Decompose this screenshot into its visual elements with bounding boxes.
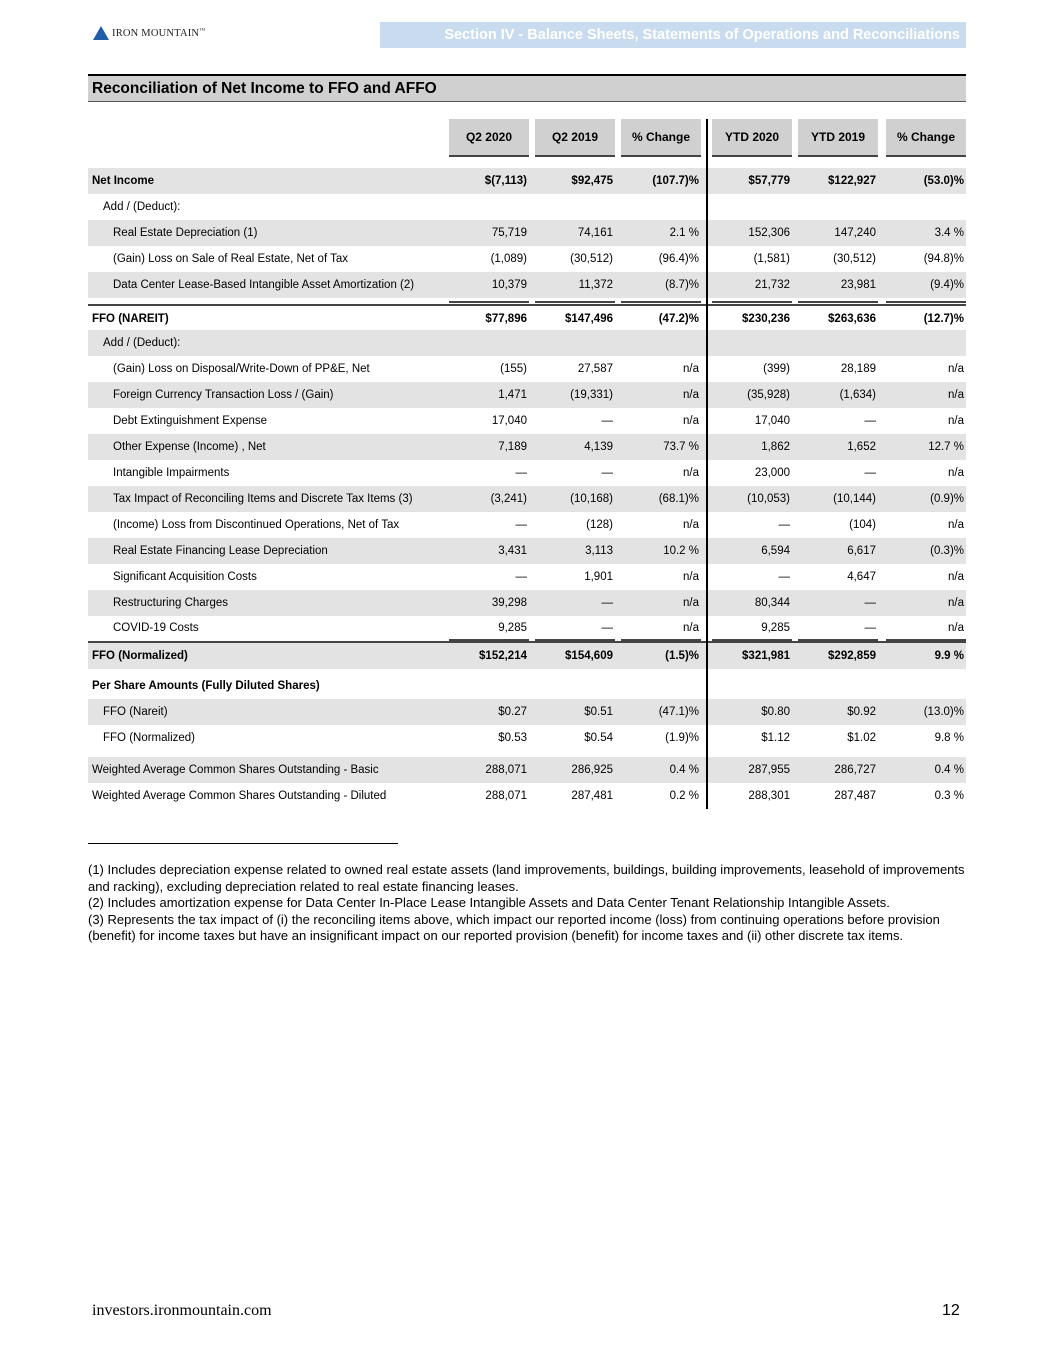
row-value: 9,285 [761, 622, 790, 634]
row-value: 11,372 [578, 279, 613, 291]
row-label: Weighted Average Common Shares Outstanding - Basic [92, 764, 379, 776]
table-row [88, 590, 966, 616]
logo-text: IRON MOUNTAIN™ [112, 27, 206, 39]
row-value: — [601, 415, 613, 427]
table-row [88, 408, 966, 434]
row-value: — [515, 519, 527, 531]
table-row [88, 304, 966, 332]
row-value: 287,487 [834, 790, 876, 802]
row-value: (1,581) [753, 253, 790, 265]
row-value: (30,512) [570, 253, 613, 265]
row-value: $154,609 [565, 650, 613, 662]
row-label: COVID-19 Costs [113, 622, 199, 634]
column-header: YTD 2019 [798, 119, 878, 157]
row-value: (47.1)% [658, 706, 699, 718]
row-value: n/a [948, 467, 964, 479]
row-value [886, 194, 964, 220]
row-value: (12.7)% [923, 313, 964, 325]
row-value: 0.4 % [934, 764, 964, 776]
column-header: YTD 2020 [712, 119, 792, 157]
row-value: (68.1)% [658, 493, 699, 505]
row-value: 0.2 % [669, 790, 699, 802]
row-value [449, 330, 527, 356]
row-value: 288,071 [485, 764, 527, 776]
row-value: (128) [586, 519, 613, 531]
footnote-divider [88, 843, 398, 844]
row-value: $1.12 [761, 732, 790, 744]
table-row [88, 757, 966, 783]
row-value: $0.92 [847, 706, 876, 718]
row-value: 39,298 [491, 597, 527, 609]
row-label: FFO (NAREIT) [92, 313, 169, 325]
page-title: Reconciliation of Net Income to FFO and AFFO [88, 74, 966, 102]
row-value: $321,981 [742, 650, 790, 662]
total-rule [535, 301, 615, 303]
row-value: (10,053) [747, 493, 790, 505]
row-value: (13.0)% [923, 706, 964, 718]
mountain-icon [93, 26, 109, 40]
row-value: $1.02 [847, 732, 876, 744]
row-value: $230,236 [742, 313, 790, 325]
row-label: Intangible Impairments [113, 467, 230, 479]
total-rule [449, 639, 529, 641]
row-value: n/a [948, 622, 964, 634]
row-value: 147,240 [834, 227, 876, 239]
row-value: n/a [683, 415, 699, 427]
row-value: $152,214 [479, 650, 527, 662]
row-value: 17,040 [491, 415, 527, 427]
row-value: — [601, 622, 613, 634]
row-label: Real Estate Depreciation (1) [113, 227, 258, 239]
row-value: — [864, 415, 876, 427]
column-header: % Change [621, 119, 701, 157]
row-label: Other Expense (Income) , Net [113, 441, 266, 453]
row-value: 287,955 [748, 764, 790, 776]
table-row [88, 641, 966, 669]
row-label: Debt Extinguishment Expense [113, 415, 268, 427]
row-value: n/a [948, 571, 964, 583]
row-value: 23,981 [840, 279, 876, 291]
row-value: (19,331) [570, 389, 613, 401]
table-row [88, 699, 966, 725]
row-label: Significant Acquisition Costs [113, 571, 257, 583]
row-label: FFO (Normalized) [103, 732, 196, 744]
row-value: 1,901 [584, 571, 613, 583]
row-value [449, 194, 527, 220]
row-value: 23,000 [754, 467, 790, 479]
row-value: (10,144) [833, 493, 876, 505]
row-value: $(7,113) [484, 175, 527, 187]
row-label: (Income) Loss from Discontinued Operations, Net of Tax [113, 519, 400, 531]
row-value: $57,779 [748, 175, 790, 187]
row-value: 287,481 [571, 790, 613, 802]
company-logo [93, 26, 205, 40]
row-value [798, 194, 876, 220]
row-value: 288,301 [748, 790, 790, 802]
row-value [886, 673, 964, 699]
row-value: n/a [683, 467, 699, 479]
row-value: 6,594 [761, 545, 790, 557]
row-value: 73.7 % [663, 441, 699, 453]
row-value: 2.1 % [669, 227, 699, 239]
row-label: Net Income [92, 175, 154, 187]
row-value: (155) [500, 363, 527, 375]
row-value: (10,168) [570, 493, 613, 505]
total-rule [449, 301, 529, 303]
row-value: 6,617 [847, 545, 876, 557]
row-value: n/a [683, 363, 699, 375]
table-row [88, 168, 966, 194]
row-value: n/a [948, 597, 964, 609]
row-label: Add / (Deduct): [103, 201, 181, 213]
total-rule [798, 639, 878, 641]
row-value: (3,241) [490, 493, 527, 505]
row-value: $263,636 [828, 313, 876, 325]
row-value: 21,732 [754, 279, 790, 291]
row-value [449, 673, 527, 699]
row-value: n/a [683, 622, 699, 634]
row-value: (30,512) [833, 253, 876, 265]
row-value: n/a [948, 363, 964, 375]
row-value: (399) [763, 363, 790, 375]
table-row [88, 330, 966, 356]
row-value [535, 194, 613, 220]
row-value: — [778, 519, 790, 531]
table-row [88, 194, 966, 220]
website-link[interactable]: investors.ironmountain.com [92, 1302, 272, 1319]
row-value [621, 330, 699, 356]
row-value: 3.4 % [934, 227, 964, 239]
row-value: $122,927 [828, 175, 876, 187]
table-row [88, 460, 966, 486]
row-value: (104) [849, 519, 876, 531]
table-row [88, 725, 966, 751]
row-value: 1,862 [761, 441, 790, 453]
total-rule [621, 301, 701, 303]
row-value [798, 330, 876, 356]
row-value [621, 194, 699, 220]
row-value: 3,431 [498, 545, 527, 557]
page-number: 12 [942, 1302, 960, 1319]
row-value: $0.80 [761, 706, 790, 718]
table-row [88, 673, 966, 699]
table-row [88, 512, 966, 538]
row-value [535, 673, 613, 699]
row-value [886, 330, 964, 356]
row-value: — [864, 597, 876, 609]
row-value: $77,896 [485, 313, 527, 325]
row-value: 3,113 [585, 545, 613, 557]
row-label: Foreign Currency Transaction Loss / (Gain) [113, 389, 334, 401]
row-value [712, 330, 790, 356]
row-value: (0.9)% [930, 493, 964, 505]
row-value: 7,189 [498, 441, 527, 453]
row-value: — [864, 467, 876, 479]
table-row [88, 615, 966, 641]
row-label: (Gain) Loss on Sale of Real Estate, Net of Tax [113, 253, 349, 265]
column-divider [706, 119, 708, 809]
row-value: 9.8 % [934, 732, 964, 744]
row-value: — [515, 467, 527, 479]
row-value: — [601, 467, 613, 479]
row-value: 286,925 [571, 764, 613, 776]
row-value: 28,189 [840, 363, 876, 375]
table-row [88, 434, 966, 460]
row-value: (107.7)% [652, 175, 699, 187]
row-value: 12.7 % [928, 441, 964, 453]
table-row [88, 783, 966, 809]
table-row [88, 382, 966, 408]
row-value [712, 673, 790, 699]
row-value: n/a [948, 389, 964, 401]
table-row [88, 538, 966, 564]
row-value [535, 330, 613, 356]
row-value: (1.5)% [665, 650, 699, 662]
row-value: $0.27 [498, 706, 527, 718]
column-header: Q2 2019 [535, 119, 615, 157]
column-header: Q2 2020 [449, 119, 529, 157]
row-value: (94.8)% [923, 253, 964, 265]
total-rule [621, 639, 701, 641]
row-value: $292,859 [828, 650, 876, 662]
row-value: n/a [948, 519, 964, 531]
row-value: (0.3)% [930, 545, 964, 557]
row-value: 10.2 % [663, 545, 699, 557]
row-value [621, 673, 699, 699]
row-label: Real Estate Financing Lease Depreciation [113, 545, 328, 557]
row-value: (96.4)% [658, 253, 699, 265]
row-value: 27,587 [577, 363, 613, 375]
row-label: Restructuring Charges [113, 597, 229, 609]
table-row [88, 220, 966, 246]
row-value: 286,727 [834, 764, 876, 776]
row-value: — [601, 597, 613, 609]
total-rule [712, 301, 792, 303]
total-rule [886, 301, 966, 303]
row-label: Per Share Amounts (Fully Diluted Shares) [92, 680, 320, 692]
row-value: $0.51 [584, 706, 613, 718]
row-value: (8.7)% [665, 279, 699, 291]
footnote-3: (3) Represents the tax impact of (i) the reconciling items above, which impact our reported income (loss) from continuing operations before provision (benefit) for income taxes but have an insignificant impact on our reported provision (benefit) for income taxes and (ii) other discrete tax items. [88, 911, 940, 944]
row-value: n/a [683, 571, 699, 583]
row-value: 17,040 [754, 415, 790, 427]
footnotes [88, 862, 968, 945]
row-value: (35,928) [747, 389, 790, 401]
row-value: n/a [948, 415, 964, 427]
row-value: $92,475 [571, 175, 613, 187]
row-value: n/a [683, 389, 699, 401]
row-value: 74,161 [577, 227, 613, 239]
row-value: n/a [683, 597, 699, 609]
row-value: $147,496 [565, 313, 613, 325]
column-header: % Change [886, 119, 966, 157]
row-value: 1,652 [847, 441, 876, 453]
footnote-1: (1) Includes depreciation expense related to owned real estate assets (land improvements, buildings, building improvements, leasehold of improvements and racking), excluding depreciation related to real estate financing leases. [88, 862, 965, 894]
table-row [88, 272, 966, 298]
row-value: 288,071 [485, 790, 527, 802]
row-value: 1,471 [498, 389, 527, 401]
row-value: $0.54 [584, 732, 613, 744]
row-value: 80,344 [754, 597, 790, 609]
row-value: 0.3 % [934, 790, 964, 802]
row-value: 9,285 [498, 622, 527, 634]
row-value: 0.4 % [669, 764, 699, 776]
row-value: 75,719 [491, 227, 527, 239]
section-banner: Section IV - Balance Sheets, Statements of Operations and Reconciliations [380, 22, 966, 48]
row-label: Weighted Average Common Shares Outstanding - Diluted [92, 790, 387, 802]
total-rule [712, 639, 792, 641]
row-value: — [864, 622, 876, 634]
total-rule [886, 639, 966, 641]
row-value: (1,634) [839, 389, 876, 401]
row-label: FFO (Normalized) [92, 650, 188, 662]
row-value: 4,139 [584, 441, 613, 453]
total-rule [535, 639, 615, 641]
table-row [88, 564, 966, 590]
row-value: (53.0)% [923, 175, 964, 187]
footnote-2: (2) Includes amortization expense for Data Center In-Place Lease Intangible Assets and Data Center Tenant Relationship Intangible Assets. [88, 895, 890, 911]
row-value: (1.9)% [665, 732, 699, 744]
row-value: 4,647 [847, 571, 876, 583]
row-value [712, 194, 790, 220]
row-value [798, 673, 876, 699]
table-row [88, 486, 966, 512]
total-rule [798, 301, 878, 303]
table-row [88, 356, 966, 382]
row-value: — [515, 571, 527, 583]
table-row [88, 246, 966, 272]
row-value: (1,089) [490, 253, 527, 265]
row-value: (47.2)% [658, 313, 699, 325]
row-label: Tax Impact of Reconciling Items and Discrete Tax Items (3) [113, 493, 413, 505]
row-value: (9.4)% [930, 279, 964, 291]
row-label: FFO (Nareit) [103, 706, 168, 718]
row-value: $0.53 [498, 732, 527, 744]
row-value: 152,306 [748, 227, 790, 239]
row-value: 10,379 [491, 279, 527, 291]
row-label: Data Center Lease-Based Intangible Asset Amortization (2) [113, 279, 415, 291]
row-label: (Gain) Loss on Disposal/Write-Down of PP&E, Net [113, 363, 370, 375]
row-label: Add / (Deduct): [103, 337, 181, 349]
row-value: — [778, 571, 790, 583]
row-value: 9.9 % [934, 650, 964, 662]
row-value: n/a [683, 519, 699, 531]
